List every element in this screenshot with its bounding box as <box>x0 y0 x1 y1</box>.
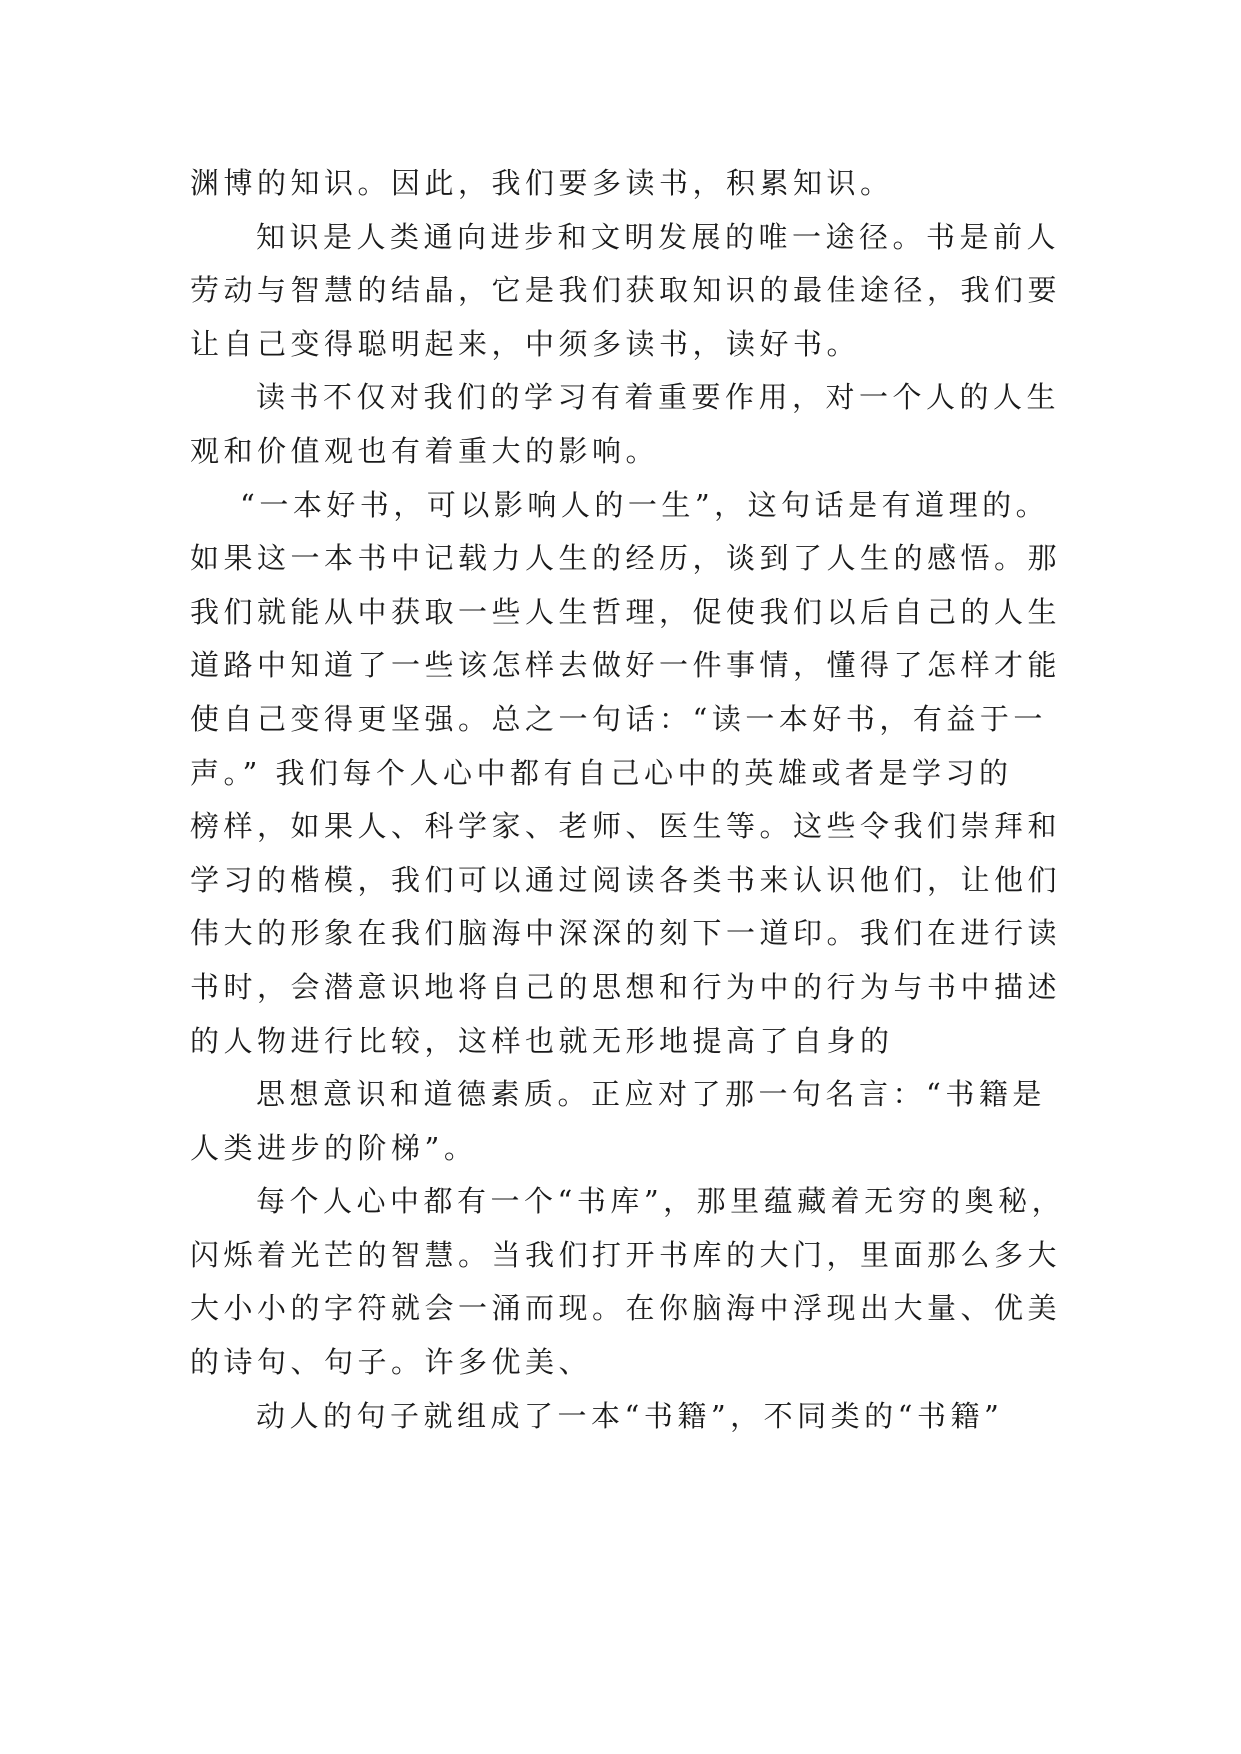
paragraph-start: 思想意识和道德素质。正应对了那一句名言：“书籍是 <box>256 1077 1046 1112</box>
text-line: 榜样，如果人、科学家、老师、医生等。这些令我们崇拜和 <box>190 809 1062 844</box>
text-line: 大小小的字符就会一涌而现。在你脑海中浮现出大量、优美 <box>190 1291 1062 1326</box>
paragraph-start: 每个人心中都有一个“书库”，那里蕴藏着无穷的奥秘， <box>256 1184 1066 1219</box>
text-line: 道路中知道了一些该怎样去做好一件事情，懂得了怎样才能 <box>190 648 1062 683</box>
text-line: 使自己变得更坚强。总之一句话：“读一本好书，有益于一 <box>190 701 1047 736</box>
text-line: 如果这一本书中记载力人生的经历，谈到了人生的感悟。那 <box>190 541 1062 576</box>
text-line: 声。” 我们每个人心中都有自己心中的英雄或者是学习的 <box>190 755 1013 790</box>
paragraph-start: 动人的句子就组成了一本“书籍”，不同类的“书籍” <box>256 1398 1004 1433</box>
paragraph-start: 知识是人类通向进步和文明发展的唯一途径。书是前人 <box>256 219 1061 254</box>
text-line: 观和价值观也有着重大的影响。 <box>190 433 660 468</box>
text-line: 闪烁着光芒的智慧。当我们打开书库的大门，里面那么多大 <box>190 1237 1062 1272</box>
text-line: 学习的楷模，我们可以通过阅读各类书来认识他们，让他们 <box>190 862 1062 897</box>
text-line: 书时，会潜意识地将自己的思想和行为中的行为与书中描述 <box>190 969 1062 1004</box>
text-line: 让自己变得聪明起来，中须多读书，读好书。 <box>190 326 861 361</box>
text-line: 伟大的形象在我们脑海中深深的刻下一道印。我们在进行读 <box>190 916 1062 951</box>
text-line: 劳动与智慧的结晶，它是我们获取知识的最佳途径，我们要 <box>190 273 1062 308</box>
text-line: 我们就能从中获取一些人生哲理，促使我们以后自己的人生 <box>190 594 1062 629</box>
paragraph-start: 读书不仅对我们的学习有着重要作用，对一个人的人生 <box>256 380 1061 415</box>
text-line: 的诗句、句子。许多优美、 <box>190 1345 593 1380</box>
text-line: 人类进步的阶梯”。 <box>190 1130 478 1165</box>
paragraph-start: “一本好书，可以影响人的一生”，这句话是有道理的。 <box>240 487 1050 522</box>
text-line: 的人物进行比较，这样也就无形地提高了自身的 <box>190 1023 894 1058</box>
text-line: 渊博的知识。因此，我们要多读书，积累知识。 <box>190 166 894 200</box>
document-body <box>190 157 1070 1443</box>
